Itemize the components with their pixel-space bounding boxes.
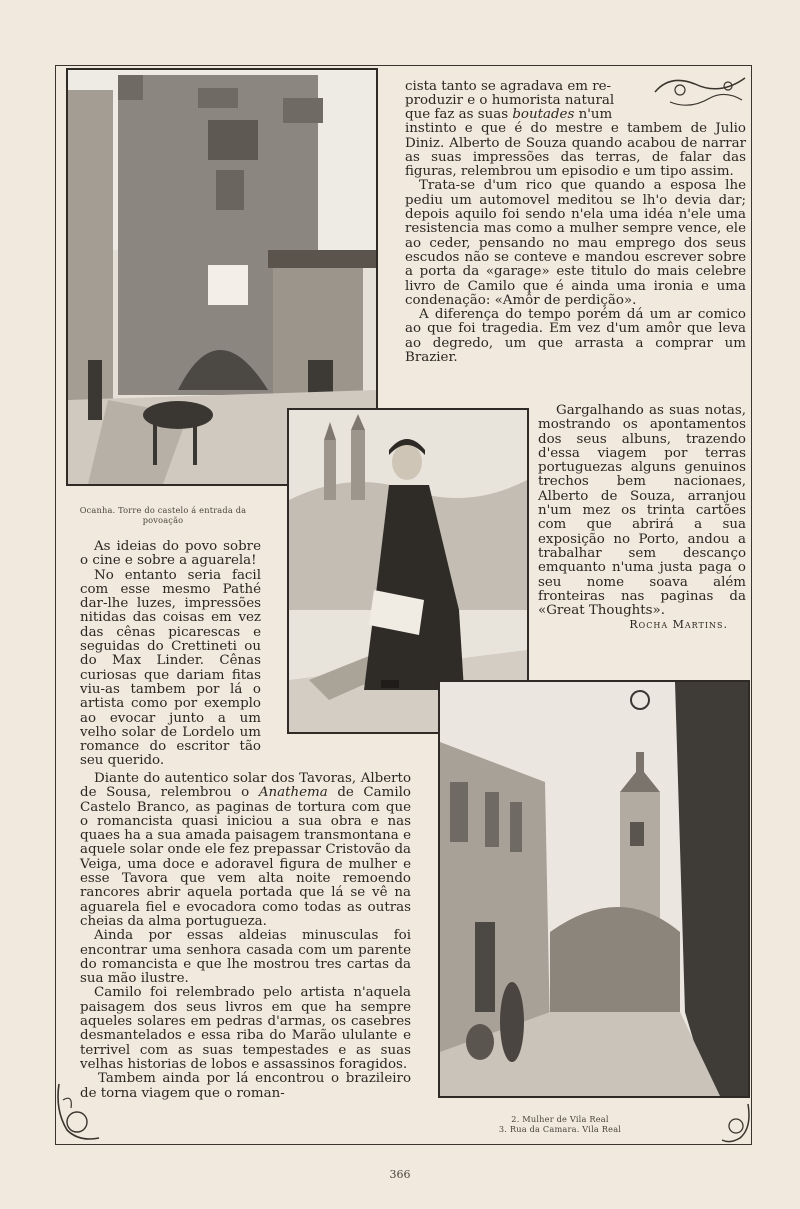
text-segment: de Camilo Castelo Branco, as paginas de tortura com que o romancista quasi iniciou a sua obra e nas quaes ha a sua amada paisagem transmontana e aquele solar onde ele fez prepassar Cristovão da Veiga, uma doce e adoravel figura de mulher e esse Tavora que vem alta noite remoendo rancores abrir aquela portada que lá se vê na aguarela fiel e evocadora como todas as outras cheias da alma portugueza.: [80, 785, 411, 929]
bottom-paragraph3: Camilo foi relembrado pelo artista n'aquela paisagem dos seus livros em que ha sempre aqueles solares em pedras d'armas, os casebres desmantelados e essa riba do Marão ululante e terrivel com as suas tempestades e as suas velhas historias de lobos e assassinos foragidos.: [80, 985, 411, 1072]
page-number: 366: [389, 1168, 411, 1181]
boutades-italic: boutades: [512, 107, 575, 122]
left-column: [80, 540, 261, 769]
right-paragraph1-rest: instinto e que é do mestre e tambem de Julio Diniz. Alberto de Souza quando acabou de narrar as suas impressões das terras, de falar das figuras, relembrou um episodio e um tipo assim.: [405, 121, 746, 180]
bottom-paragraph4: Tambem ainda por lá encontrou o brazileiro de torna viagem que o roman-: [80, 1071, 411, 1101]
right-column-body: [405, 108, 746, 365]
street-illustration: [438, 680, 750, 1098]
bottom-paragraph2: Ainda por essas aldeias minusculas foi encontrar uma senhora casada com um parente do romancista e que lhe mostrou tres cartas da sua mão ilustre.: [80, 928, 411, 987]
flourish-top-right: [650, 72, 750, 112]
right-column-top: [405, 80, 645, 109]
flourish-bottom-right: [718, 1100, 754, 1146]
text-segment: Diante do autentico solar dos Tavoras, Alberto de Sousa, relembrou o: [80, 771, 411, 801]
right-paragraph2: Trata-se d'um rico que quando a esposa lhe pediu um automovel meditou se lh'o devia dar; depois aquilo foi sendo n'ela uma idéa n'ele uma resistencia mas como a mulher sempre vence, ele ao ceder, pensando no mau emprego dos seus escudos não se conteve e mandou escrever sobre a porta da «garage» este titulo do mais celebre livro de Camilo que é ainda uma ironia e uma condenação: «Amôr de perdição».: [405, 178, 746, 308]
bottom-paragraph1: [80, 772, 411, 929]
bottom-column: [80, 772, 411, 1101]
text-segment: n'um: [574, 107, 613, 122]
right-paragraph3: A diferença do tempo porém dá um ar comico ao que foi tragedia. Em vez d'um amôr que leva ao degredo, um que arrasta a comprar um Brazier.: [405, 307, 746, 366]
photo23-caption: [470, 1114, 650, 1134]
author-signature: Rocha Martins.: [629, 618, 728, 632]
photo1-caption: Ocanha. Torre do castelo á entrada da povoação: [79, 505, 247, 525]
left-paragraph2: No entanto seria facil com esse mesmo Pathé dar-lhe luzes, impressões nitidas das coisas em vez das cênas picarescas e seguidas do Crettineti ou do Max Linder. Cênas curiosas que dariam fitas viu-as tambem por lá o artista como por exemplo ao evocar junto a um velho solar de Lordelo um romance do escritor tão seu querido.: [80, 567, 261, 769]
anathema-italic: Anathema: [258, 785, 328, 801]
right-line1: cista tanto se agradava em re-: [405, 79, 612, 94]
text-segment: que faz as suas: [405, 107, 513, 122]
right-paragraph4: Gargalhando as suas notas, mostrando os apontamentos dos seus albuns, trazendo d'essa viagem por terras portuguezas alguns genuinos trechos bem nacionaes, Alberto de Souza, arranjou n'um mez os trinta cartões com que abrirá a sua exposição no Porto, andou a trabalhar sem descanço emquanto n'uma justa paga o seu nome soava além fronteiras nas paginas da «Great Thoughts».: [538, 403, 746, 619]
left-paragraph1: As ideias do povo sobre o cine e sobre a aguarela!: [80, 539, 261, 569]
photo2-caption: 2. Mulher de Vila Real: [511, 1114, 609, 1124]
photo3-caption: 3. Rua da Camara. Vila Real: [498, 1124, 622, 1134]
right-column-narrow: [538, 404, 746, 633]
right-line2: produzir e o humorista natural: [405, 93, 615, 109]
right-line3: [405, 108, 746, 122]
